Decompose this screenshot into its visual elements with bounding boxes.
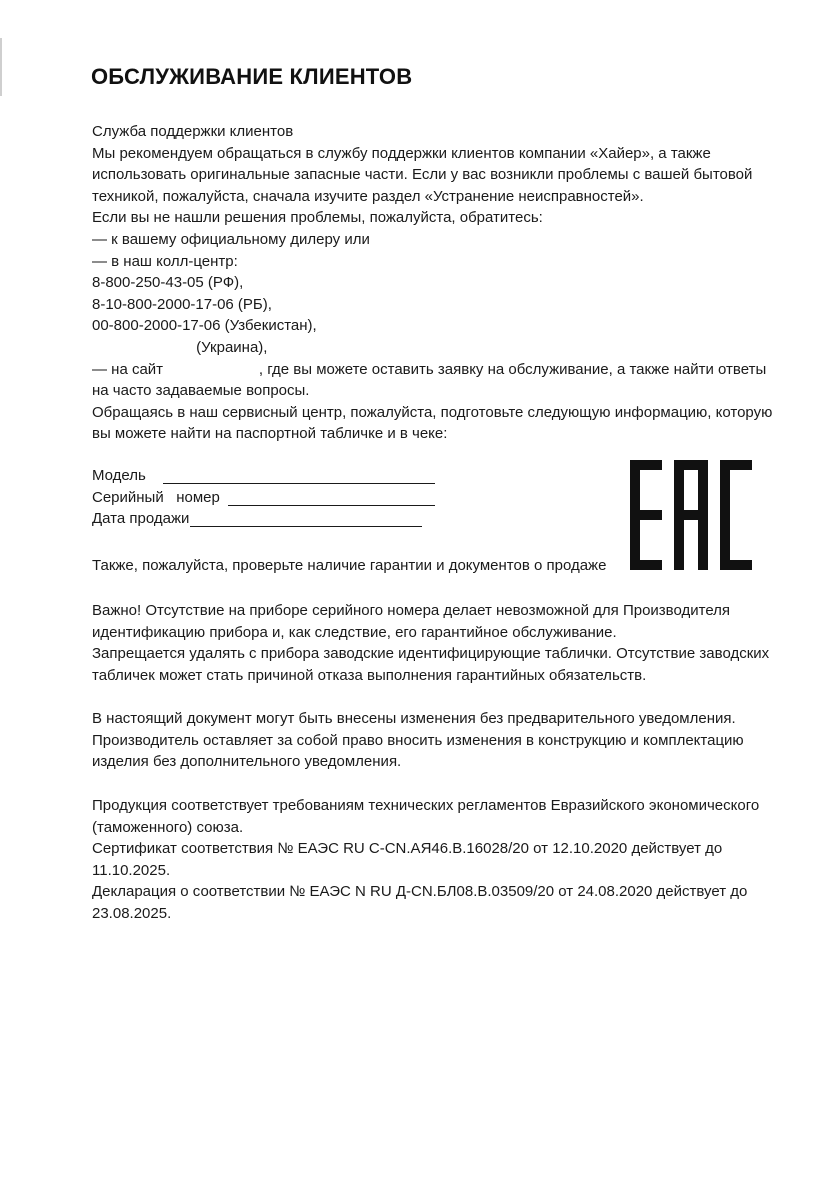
page-edge-mark (0, 38, 2, 96)
intro-line: использовать оригинальные запасные части. Если у вас возникли проблемы с вашей бытовой (92, 166, 753, 184)
eac-c-top (720, 460, 752, 470)
model-blank-line (163, 483, 435, 484)
important-notice (92, 600, 772, 686)
eac-c-bottom (720, 560, 752, 570)
intro-line: Служба поддержки клиентов (92, 123, 294, 140)
intro-line: на часто задаваемые вопросы. (92, 382, 310, 400)
changes-line: изделия без дополнительного уведомления. (92, 753, 402, 771)
intro-line: Обращаясь в наш сервисный центр, пожалуйста, подготовьте следующую информацию, которую (92, 403, 773, 421)
conformity-line: 11.10.2025. (92, 861, 171, 879)
sale-date-label: Дата продажи (92, 510, 190, 527)
conformity-line: Декларация о соответствии № ЕАЭС N RU Д-CN.БЛ08.В.03509/20 от 24.08.2020 действует до (92, 883, 748, 901)
intro-line: 8-800-250-43-05 (РФ), (92, 274, 244, 292)
intro-line: — в наш колл-центр: (92, 252, 238, 270)
serial-row (92, 487, 220, 509)
conformity-line: Продукция соответствует требованиям технических регламентов Евразийского экономического (92, 797, 760, 814)
warranty-note-line: Также, пожалуйста, проверьте наличие гарантии и документов о продаже (92, 557, 607, 574)
intro-line: Мы рекомендуем обращаться в службу поддержки клиентов компании «Хайер», а также (92, 144, 711, 162)
eac-mark-icon (630, 460, 752, 570)
important-line: Запрещается удалять с прибора заводские идентифицирующие таблички. Отсутствие заводских (92, 645, 770, 663)
conformity-notice (92, 795, 772, 925)
support-intro (92, 121, 772, 445)
eac-e-top (630, 460, 662, 470)
intro-line: — к вашему официальному дилеру или (92, 230, 370, 248)
intro-line: (Украина), (92, 338, 268, 356)
conformity-line: Сертификат соответствия № ЕАЭС RU C-CN.АЯ46.В.16028/20 от 12.10.2020 действует до (92, 840, 723, 858)
changes-line: Производитель оставляет за собой право вносить изменения в конструкцию и комплектацию (92, 731, 744, 749)
intro-line: Если вы не нашли решения проблемы, пожалуйста, обратитесь: (92, 209, 543, 227)
conformity-line: 23.08.2025. (92, 904, 172, 922)
serial-label: Серийный номер (92, 488, 220, 506)
sale-date-blank-line (190, 526, 422, 527)
product-info-form (92, 465, 220, 530)
intro-line: — на сайт , где вы можете оставить заявку на обслуживание, а также найти ответы (92, 360, 767, 378)
important-line: Важно! Отсутствие на приборе серийного номера делает невозможной для Производителя (92, 602, 731, 619)
eac-c-vertical (720, 460, 730, 570)
sale-date-row (92, 508, 220, 530)
intro-line: техникой, пожалуйста, сначала изучите раздел «Устранение неисправностей». (92, 187, 644, 205)
intro-line: 00-800-2000-17-06 (Узбекистан), (92, 317, 317, 335)
eac-e-bottom (630, 560, 662, 570)
page-title: ОБСЛУЖИВАНИЕ КЛИЕНТОВ (91, 64, 413, 89)
serial-blank-line (228, 505, 435, 506)
conformity-line: (таможенного) союза. (92, 818, 244, 836)
eac-a-middle (674, 510, 708, 520)
intro-line: 8-10-800-2000-17-06 (РБ), (92, 295, 272, 313)
eac-a-top (674, 460, 708, 470)
model-row (92, 465, 220, 487)
changes-line: В настоящий документ могут быть внесены изменения без предварительного уведомления. (92, 710, 736, 727)
important-line: идентификацию прибора и, как следствие, его гарантийное обслуживание. (92, 623, 617, 641)
intro-line: вы можете найти на паспортной табличке и в чеке: (92, 425, 448, 443)
changes-notice (92, 708, 772, 773)
important-line: табличек может стать причиной отказа выполнения гарантийных обязательств. (92, 666, 647, 684)
model-label: Модель (92, 467, 146, 484)
eac-e-middle (630, 510, 662, 520)
